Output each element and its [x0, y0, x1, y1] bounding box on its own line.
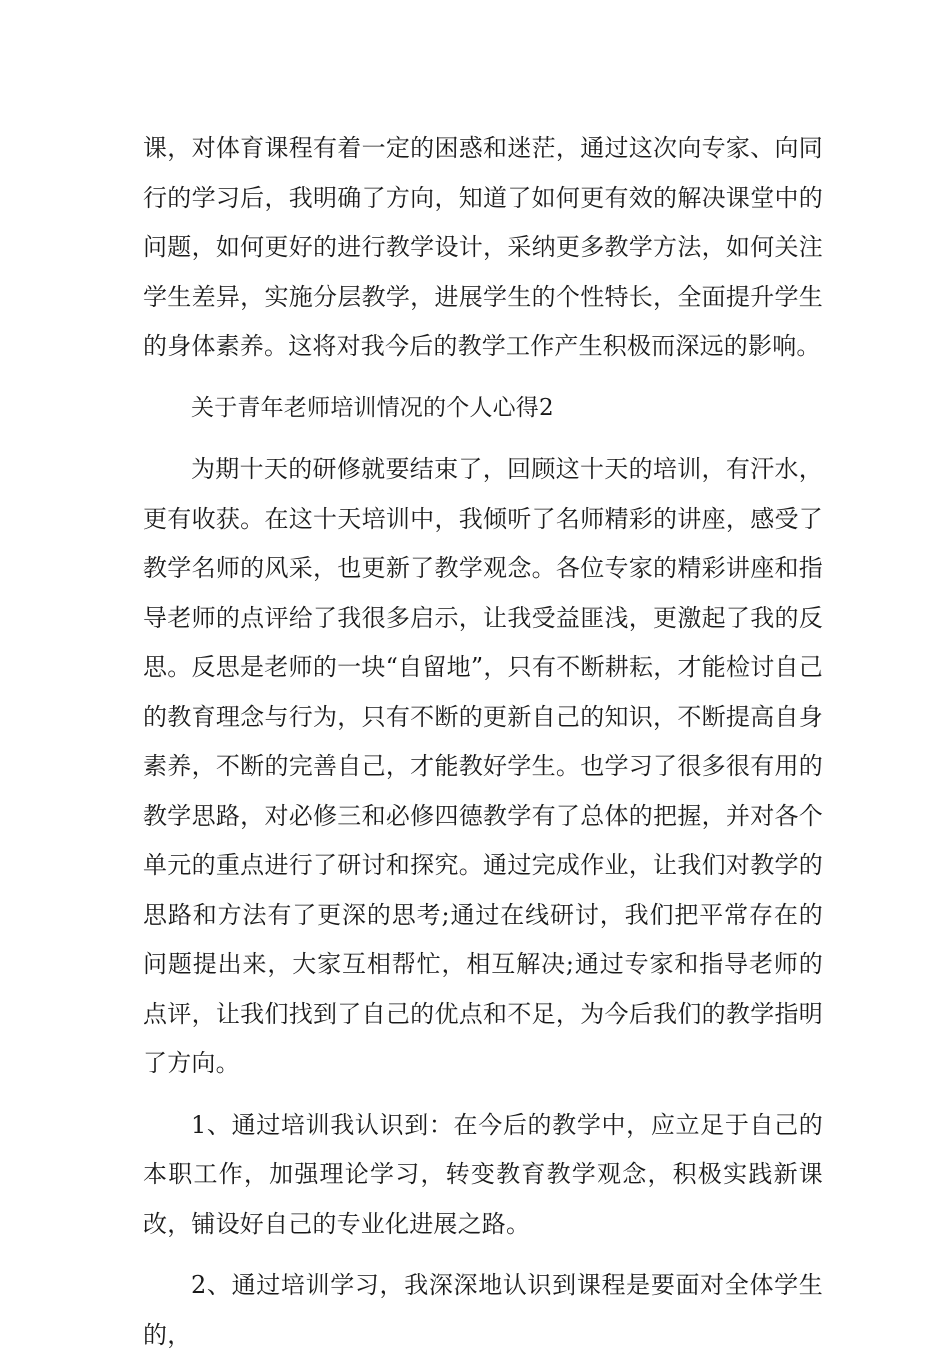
paragraph-continued: 课，对体育课程有着一定的困惑和迷茫，通过这次向专家、向同行的学习后，我明确了方向，知道了如何更有效的解决课堂中的问题，如何更好的进行教学设计，采纳更多教学方法，如何关注学生差异，实施分层教学，进展学生的个性特长，全面提升学生的身体素养。这将对我今后的教学工作产生积极而深远的影响。 [143, 134, 823, 360]
paragraph-gap [143, 433, 823, 445]
paragraph-gap [143, 372, 823, 384]
paragraph-gap [143, 1249, 823, 1261]
paragraph-point-2: 2、通过培训学习，我深深地认识到课程是要面对全体学生的， [143, 1271, 823, 1349]
paragraph-point-1: 1、通过培训我认识到：在今后的教学中，应立足于自己的本职工作，加强理论学习，转变教育教学观念，积极实践新课改，铺设好自己的专业化进展之路。 [143, 1110, 823, 1238]
section-heading: 关于青年老师培训情况的个人心得2 [191, 394, 554, 421]
paragraph-gap [143, 1089, 823, 1101]
document-body [143, 124, 823, 1360]
paragraph-reflection: 为期十天的研修就要结束了，回顾这十天的培训，有汗水，更有收获。在这十天培训中，我倾听了名师精彩的讲座，感受了教学名师的风采，也更新了教学观念。各位专家的精彩讲座和指导老师的点评给了我很多启示，让我受益匪浅，更激起了我的反思。反思是老师的一块“自留地”，只有不断耕耘，才能检讨自己的教育理念与行为，只有不断的更新自己的知识，不断提高自身素养，不断的完善自己，才能教好学生。也学习了很多很有用的教学思路，对必修三和必修四德教学有了总体的把握，并对各个单元的重点进行了研讨和探究。通过完成作业，让我们对教学的思路和方法有了更深的思考;通过在线研讨，我们把平常存在的问题提出来，大家互相帮忙，相互解决;通过专家和指导老师的点评，让我们找到了自己的优点和不足，为今后我们的教学指明了方向。 [143, 455, 823, 1077]
